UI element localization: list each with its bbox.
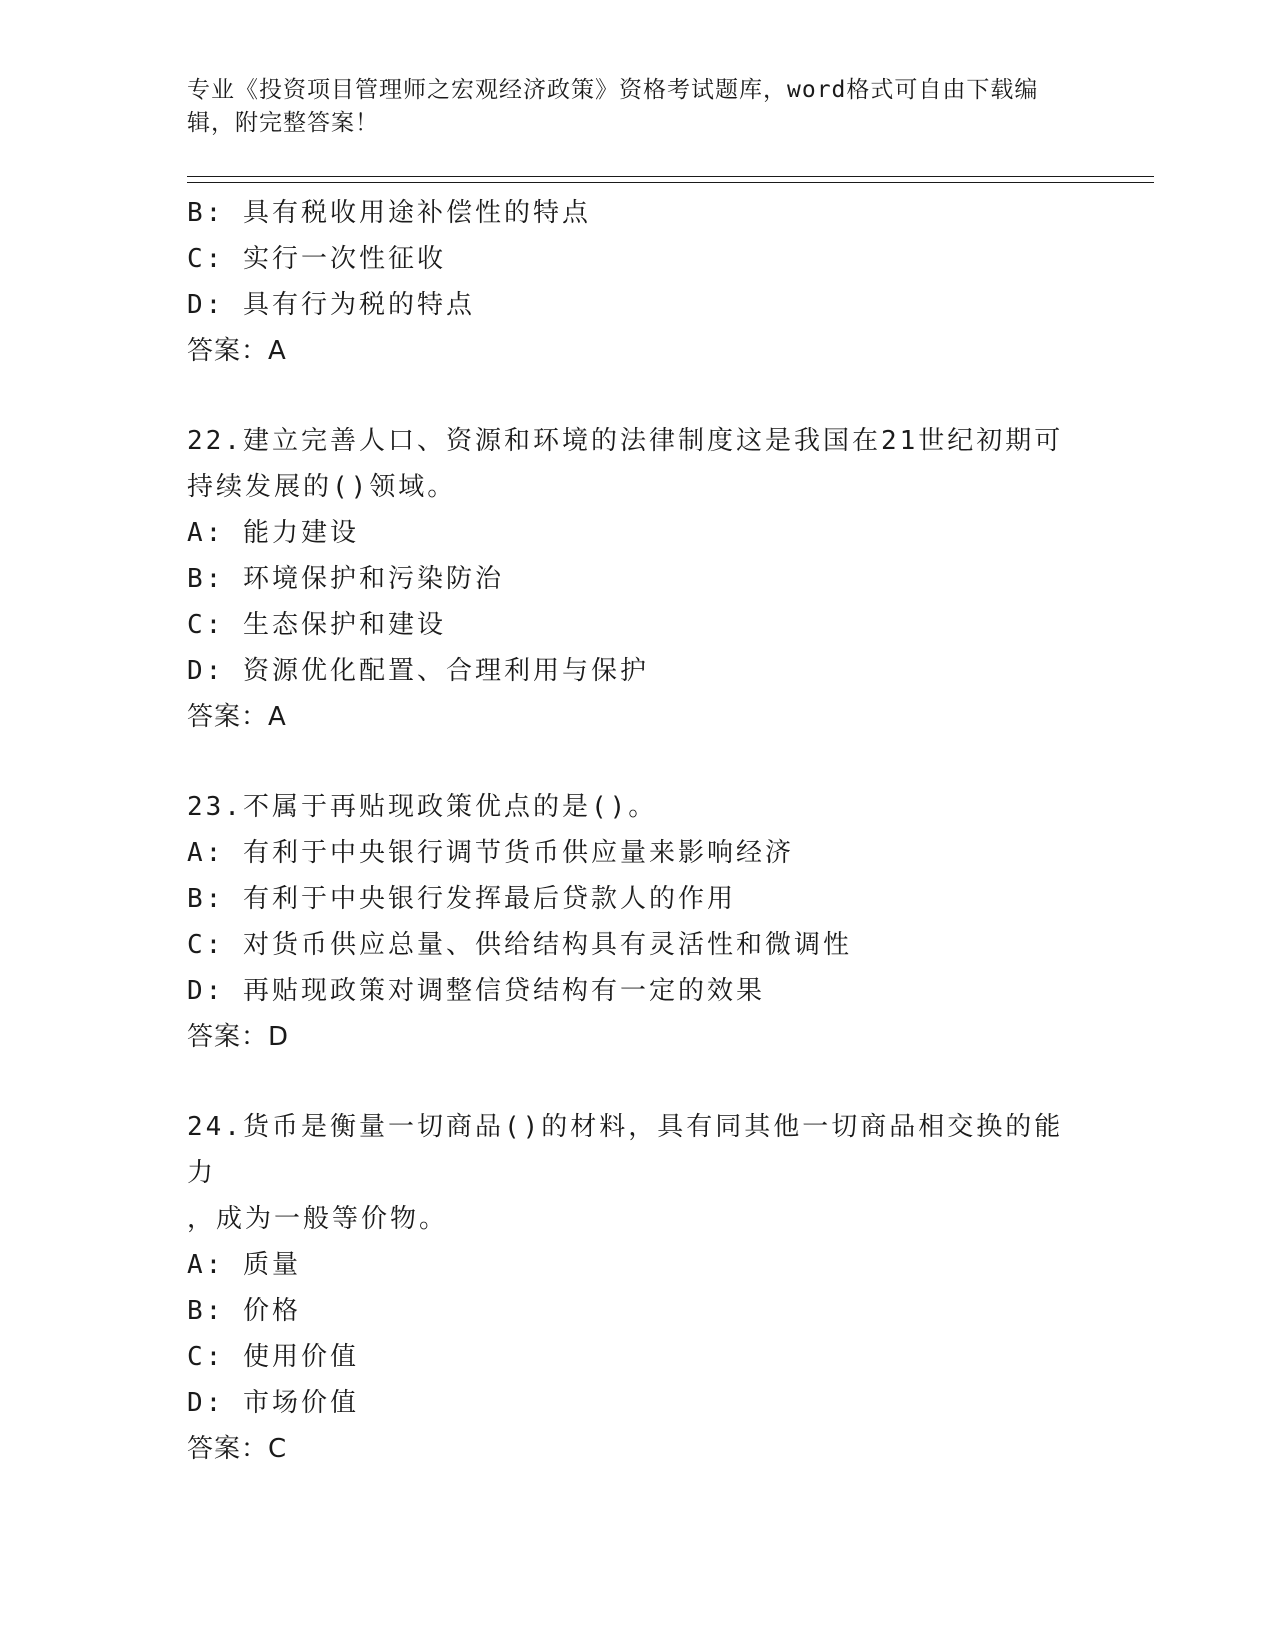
question-stem-line-1: 24.货币是衡量一切商品()的材料，具有同其他一切商品相交换的能力 (187, 1112, 1064, 1188)
answer: 答案：C (187, 1434, 288, 1464)
option-b: B: 环境保护和污染防治 (187, 564, 504, 594)
answer: 答案：A (187, 702, 287, 732)
question-stem-line-2: ，成为一般等价物。 (187, 1204, 449, 1234)
option-c: C: 生态保护和建设 (187, 610, 446, 640)
option-d: D: 再贴现政策对调整信贷结构有一定的效果 (187, 976, 765, 1006)
question-21 (187, 190, 1087, 374)
answer: 答案：D (187, 1022, 290, 1052)
option-c: C: 对货币供应总量、供给结构具有灵活性和微调性 (187, 930, 852, 960)
option-d: D: 资源优化配置、合理利用与保护 (187, 656, 649, 686)
question-stem-line-2: 持续发展的()领域。 (187, 472, 457, 502)
question-stem-line-1: 22.建立完善人口、资源和环境的法律制度这是我国在21世纪初期可 (187, 426, 1064, 456)
option-c: C: 使用价值 (187, 1342, 359, 1372)
option-b: B: 价格 (187, 1296, 301, 1326)
question-stem-line-1: 23.不属于再贴现政策优点的是()。 (187, 792, 658, 822)
header-line-1: 专业《投资项目管理师之宏观经济政策》资格考试题库，word格式可自由下载编 (187, 77, 1039, 103)
option-a: A: 能力建设 (187, 518, 359, 548)
header-divider-top (187, 176, 1154, 177)
option-d: D: 市场价值 (187, 1388, 359, 1418)
option-a: A: 质量 (187, 1250, 301, 1280)
question-23 (187, 784, 1087, 1060)
document-header (187, 74, 1087, 140)
option-a: A: 有利于中央银行调节货币供应量来影响经济 (187, 838, 794, 868)
option-d: D: 具有行为税的特点 (187, 290, 475, 320)
question-list (187, 190, 1087, 1472)
option-b: B: 具有税收用途补偿性的特点 (187, 198, 591, 228)
header-line-2: 辑，附完整答案！ (187, 110, 379, 136)
header-divider-bottom (187, 182, 1154, 183)
question-24 (187, 1104, 1087, 1472)
question-22 (187, 418, 1087, 740)
option-c: C: 实行一次性征收 (187, 244, 446, 274)
answer: 答案：A (187, 336, 287, 366)
option-b: B: 有利于中央银行发挥最后贷款人的作用 (187, 884, 736, 914)
